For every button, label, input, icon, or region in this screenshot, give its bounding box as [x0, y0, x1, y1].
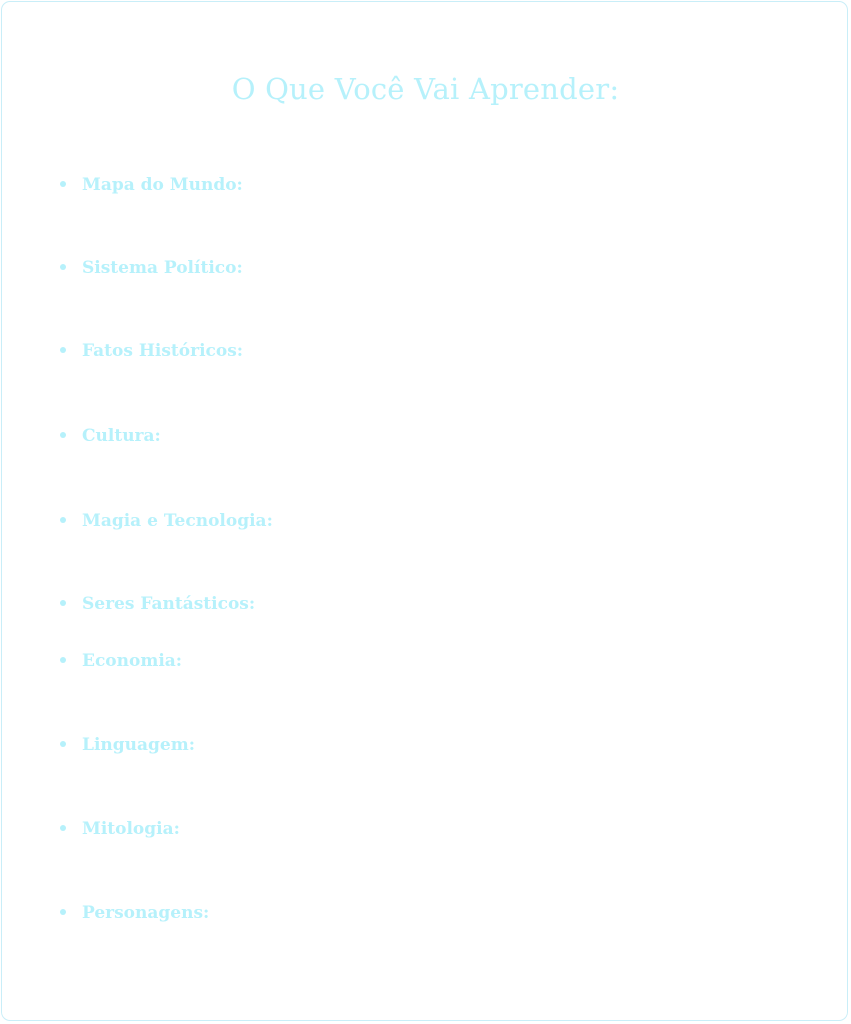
bullet-icon [60, 657, 66, 663]
item-label: Magia e Tecnologia: [82, 511, 273, 531]
bullet-icon [60, 741, 66, 747]
bullet-icon [60, 909, 66, 915]
bullet-icon [60, 264, 66, 270]
section-title: O Que Você Vai Aprender: [231, 72, 620, 106]
item-label: Sistema Político: [82, 258, 243, 278]
item-label: Fatos Históricos: [82, 341, 244, 361]
list-item [60, 255, 243, 281]
bullet-icon [60, 825, 66, 831]
list-item [60, 900, 209, 926]
item-label: Personagens: [82, 903, 210, 923]
list-item [60, 732, 195, 758]
item-label: Mapa do Mundo: [82, 175, 243, 195]
bullet-icon [60, 432, 66, 438]
item-label: Mitologia: [82, 819, 180, 839]
list-item [60, 591, 255, 617]
bullet-icon [60, 517, 66, 523]
item-label: Cultura: [82, 426, 161, 446]
item-label: Economia: [82, 651, 183, 671]
learning-card [1, 1, 848, 1021]
item-label: Linguagem: [82, 735, 195, 755]
list-item [60, 338, 243, 364]
item-label: Seres Fantásticos: [82, 594, 256, 614]
list-item [60, 648, 182, 674]
bullet-icon [60, 600, 66, 606]
list-item [60, 423, 161, 449]
bullet-icon [60, 347, 66, 353]
bullet-icon [60, 181, 66, 187]
list-item [60, 816, 180, 842]
list-item [60, 172, 243, 198]
list-item [60, 508, 273, 534]
